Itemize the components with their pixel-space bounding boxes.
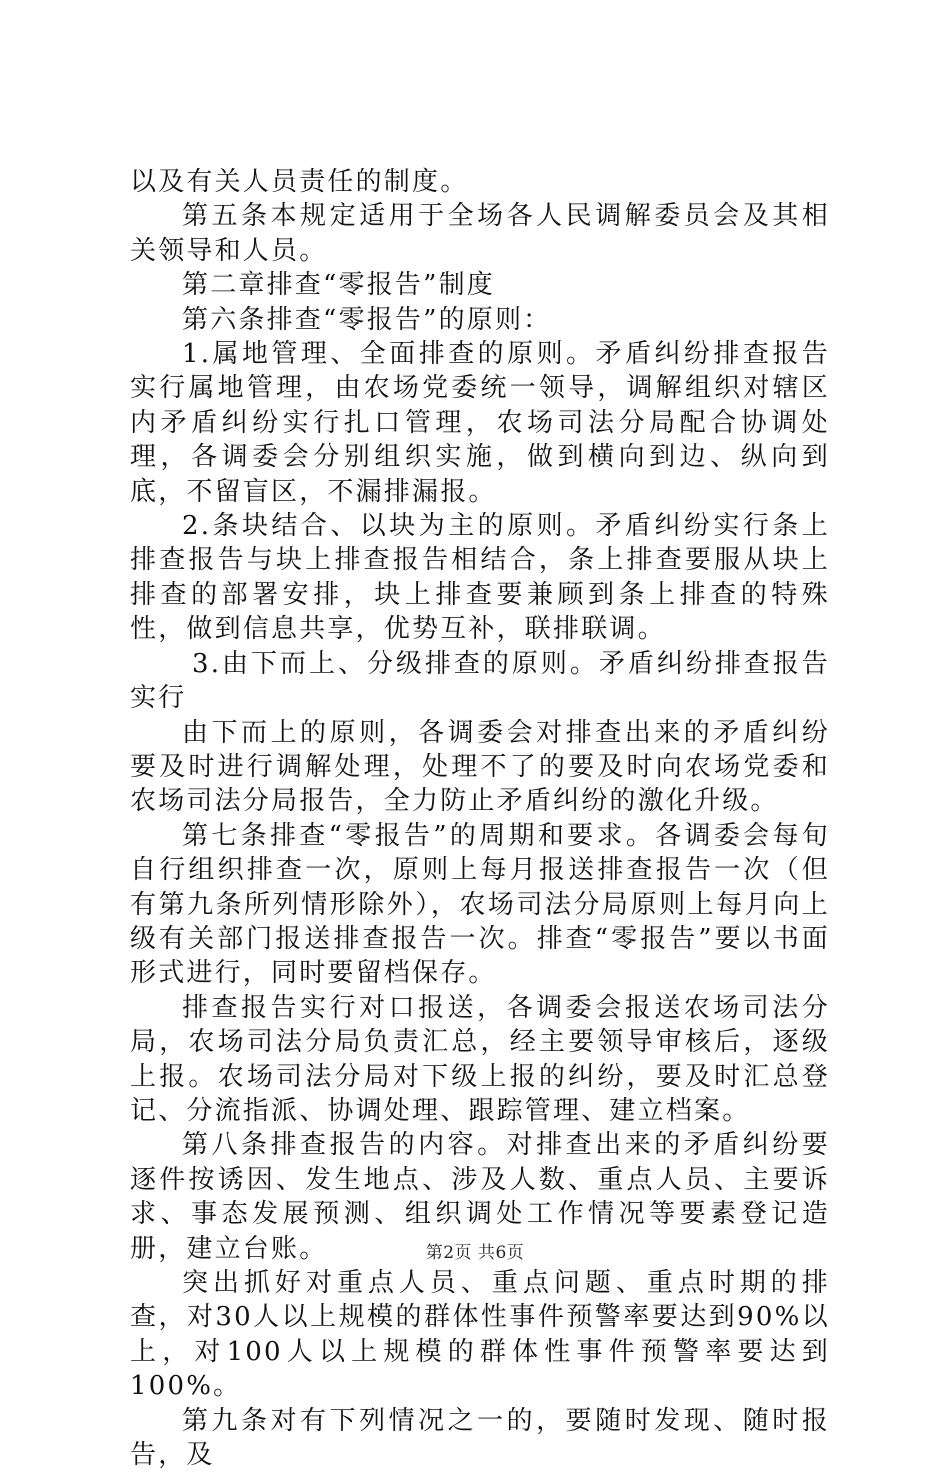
paragraph-report-routing: 排查报告实行对口报送，各调委会报送农场司法分局，农场司法分局负责汇总，经主要领导审核后，逐级上报。农场司法分局对下级上报的纠纷，要及时汇总登记、分流指派、协调处理、跟踪管理、建立档案。 — [130, 992, 830, 1126]
document-body — [130, 165, 830, 1472]
paragraph-principle-1: 1.属地管理、全面排查的原则。矛盾纠纷排查报告实行属地管理，由农场党委统一领导，调解组织对辖区内矛盾纠纷实行扎口管理，农场司法分局配合协调处理，各调委会分别组织实施，做到横向到边、纵向到底，不留盲区，不漏排漏报。 — [130, 339, 830, 507]
paragraph-article-5: 第五条本规定适用于全场各人民调解委员会及其相关领导和人员。 — [130, 201, 830, 266]
paragraph-principle-2: 2.条块结合、以块为主的原则。矛盾纠纷实行条上排查报告与块上排查报告相结合，条上排查要服从块上排查的部署安排，块上排查要兼顾到条上排查的特殊性，做到信息共享，优势互补，联排联调。 — [130, 511, 830, 645]
page-number: 第2页 共6页 — [425, 1243, 525, 1263]
paragraph-article-7: 第七条排查“零报告”的周期和要求。各调委会每旬自行组织排查一次，原则上每月报送排查报告一次（但有第九条所列情形除外），农场司法分局原则上每月向上级有关部门报送排查报告一次。排查“零报告”要以书面形式进行，同时要留档保存。 — [130, 820, 830, 989]
paragraph-key-focus: 突出抓好对重点人员、重点问题、重点时期的排查，对30人以上规模的群体性事件预警率要达到90%以上，对100人以上规模的群体性事件预警率要达到100%。 — [130, 1268, 830, 1402]
paragraph-article-9: 第九条对有下列情况之一的，要随时发现、随时报告，及 — [130, 1405, 830, 1471]
chapter-heading: 第二章排查“零报告”制度 — [182, 270, 495, 301]
paragraph-continuation: 以及有关人员责任的制度。 — [130, 167, 469, 197]
paragraph-principle-3: 3.由下而上、分级排查的原则。矛盾纠纷排查报告实行 — [130, 648, 830, 714]
paragraph-article-8: 第八条排查报告的内容。对排查出来的矛盾纠纷要逐件按诱因、发生地点、涉及人数、重点人员、主要诉求、事态发展预测、组织调处工作情况等要素登记造册，建立台账。 — [130, 1130, 830, 1264]
paragraph-article-6: 第六条排查“零报告”的原则： — [182, 304, 552, 335]
paragraph-principle-3-continued: 由下而上的原则，各调委会对排查出来的矛盾纠纷要及时进行调解处理，处理不了的要及时向农场党委和农场司法分局报告，全力防止矛盾纠纷的激化升级。 — [130, 717, 830, 817]
